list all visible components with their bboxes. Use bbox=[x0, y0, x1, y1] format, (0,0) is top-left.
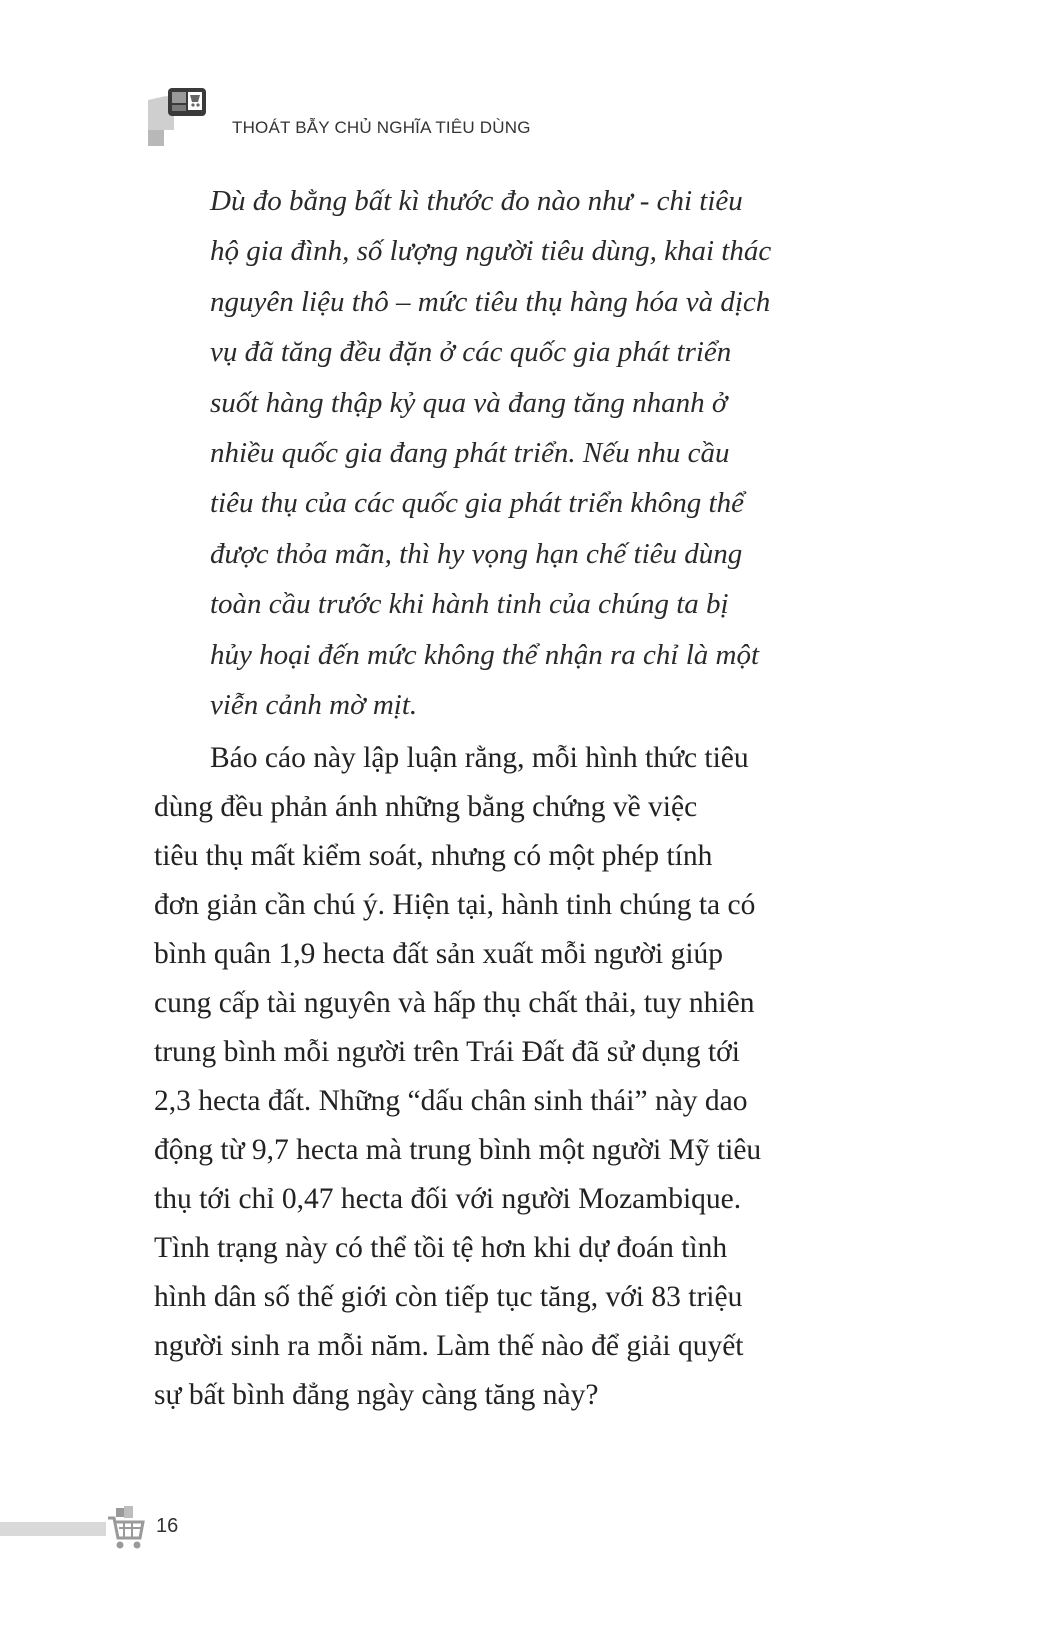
quote-line: toàn cầu trước khi hành tinh của chúng ta bị bbox=[210, 588, 729, 621]
body-line: Báo cáo này lập luận rằng, mỗi hình thức tiêu bbox=[210, 742, 749, 774]
body-line: tiêu thụ mất kiểm soát, nhưng có một phép tính bbox=[154, 840, 713, 872]
page-number: 16 bbox=[156, 1515, 179, 1537]
body-line: người sinh ra mỗi năm. Làm thế nào để giải quyết bbox=[154, 1330, 744, 1362]
quote-block bbox=[210, 176, 810, 730]
body-line: đơn giản cần chú ý. Hiện tại, hành tinh chúng ta có bbox=[154, 889, 756, 921]
quote-line: vụ đã tăng đều đặn ở các quốc gia phát triển bbox=[210, 336, 732, 369]
quote-line: suốt hàng thập kỷ qua và đang tăng nhanh ở bbox=[210, 386, 728, 419]
body-line: 2,3 hecta đất. Những “dấu chân sinh thái” này dao bbox=[154, 1085, 748, 1117]
running-title: THOÁT BẪY CHỦ NGHĨA TIÊU DÙNG bbox=[232, 118, 531, 137]
body-line: động từ 9,7 hecta mà trung bình một người Mỹ tiêu bbox=[154, 1134, 762, 1166]
shopping-cart-icon bbox=[106, 1506, 146, 1552]
quote-line: nguyên liệu thô – mức tiêu thụ hàng hóa và dịch bbox=[210, 285, 771, 318]
body-line: cung cấp tài nguyên và hấp thụ chất thải, tuy nhiên bbox=[154, 987, 755, 1019]
body-line: Tình trạng này có thể tồi tệ hơn khi dự đoán tình bbox=[154, 1232, 728, 1264]
quote-line: nhiều quốc gia đang phát triển. Nếu nhu cầu bbox=[210, 437, 730, 470]
footer-bar bbox=[0, 1522, 106, 1536]
body-line: hình dân số thế giới còn tiếp tục tăng, với 83 triệu bbox=[154, 1281, 743, 1313]
quote-line: viễn cảnh mờ mịt. bbox=[210, 689, 418, 722]
body-line: thụ tới chỉ 0,47 hecta đối với người Mozambique. bbox=[154, 1183, 742, 1215]
quote-line: hủy hoại đến mức không thể nhận ra chỉ là một bbox=[210, 638, 760, 671]
hand-holding-phone-shopping-icon bbox=[148, 86, 212, 156]
body-paragraph bbox=[154, 734, 860, 1420]
quote-line: được thỏa mãn, thì hy vọng hạn chế tiêu dùng bbox=[210, 537, 743, 570]
body-line: bình quân 1,9 hecta đất sản xuất mỗi người giúp bbox=[154, 938, 724, 970]
body-line: dùng đều phản ánh những bằng chứng về việc bbox=[154, 791, 698, 823]
quote-line: Dù đo bằng bất kì thước đo nào như - chi tiêu bbox=[210, 185, 743, 217]
quote-line: hộ gia đình, số lượng người tiêu dùng, khai thác bbox=[210, 235, 772, 268]
body-line: sự bất bình đẳng ngày càng tăng này? bbox=[154, 1379, 599, 1411]
body-line: trung bình mỗi người trên Trái Đất đã sử dụng tới bbox=[154, 1036, 740, 1068]
quote-line: tiêu thụ của các quốc gia phát triển không thể bbox=[210, 487, 744, 520]
